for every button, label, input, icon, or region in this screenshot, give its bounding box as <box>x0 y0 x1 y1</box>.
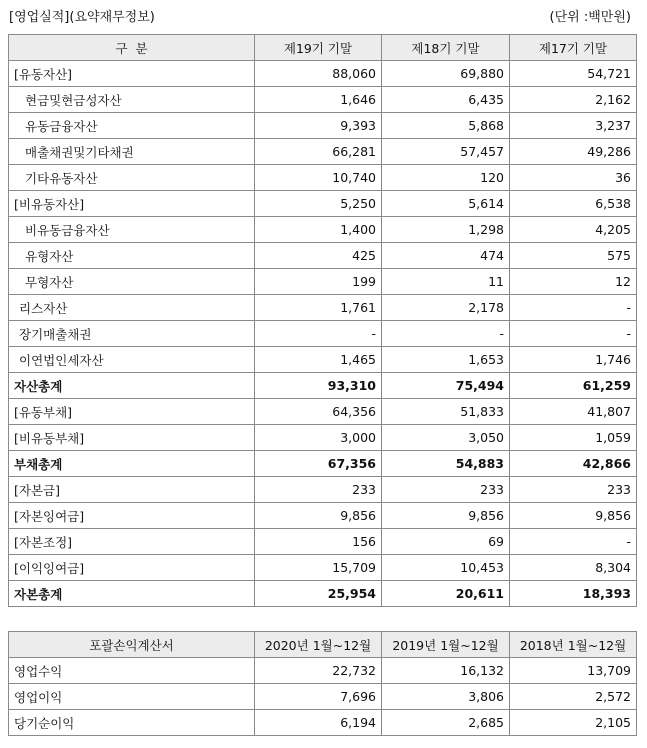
unit-label: (단위 :백만원) <box>549 10 631 25</box>
cell-value: 156 <box>255 529 382 555</box>
row-label: [비유동부채] <box>9 425 255 451</box>
table-row <box>9 87 637 113</box>
spacer-row <box>9 607 637 632</box>
row-label: 비유동금융자산 <box>9 217 255 243</box>
row-label: 현금및현금성자산 <box>9 87 255 113</box>
row-label: [자본잉여금] <box>9 503 255 529</box>
row-label: [이익잉여금] <box>9 555 255 581</box>
row-label: 자본총계 <box>9 581 255 607</box>
cell-value: 233 <box>255 477 382 503</box>
col-header-period-17: 제17기 기말 <box>510 35 637 61</box>
cell-value: 474 <box>382 243 510 269</box>
cell-value: 2,572 <box>510 684 637 710</box>
col-header-2018: 2018년 1월~12월 <box>510 632 637 658</box>
table-row <box>9 347 637 373</box>
table-row <box>9 710 637 736</box>
cell-value: 41,807 <box>510 399 637 425</box>
table-row <box>9 61 637 87</box>
cell-value: 11 <box>382 269 510 295</box>
row-label: 부채총계 <box>9 451 255 477</box>
cell-value: 93,310 <box>255 373 382 399</box>
cell-value: 6,538 <box>510 191 637 217</box>
spacer-cell <box>9 607 255 632</box>
cell-value: 61,259 <box>510 373 637 399</box>
cell-value: 20,611 <box>382 581 510 607</box>
row-label: [비유동자산] <box>9 191 255 217</box>
col-header-category: 구 분 <box>9 35 255 61</box>
table-row <box>9 658 637 684</box>
row-label: [자본조정] <box>9 529 255 555</box>
cell-value: 2,162 <box>510 87 637 113</box>
table-row <box>9 477 637 503</box>
cell-value: 2,105 <box>510 710 637 736</box>
cell-value: 54,721 <box>510 61 637 87</box>
cell-value: 1,400 <box>255 217 382 243</box>
report-title: [영업실적](요약재무정보) <box>9 10 155 25</box>
cell-value: 3,806 <box>382 684 510 710</box>
cell-value: - <box>382 321 510 347</box>
table-row <box>9 165 637 191</box>
cell-value: 1,059 <box>510 425 637 451</box>
table-row <box>9 529 637 555</box>
table-row <box>9 684 637 710</box>
cell-value: 51,833 <box>382 399 510 425</box>
cell-value: 25,954 <box>255 581 382 607</box>
cell-value: 1,746 <box>510 347 637 373</box>
row-label: 장기매출채권 <box>9 321 255 347</box>
table-row <box>9 191 637 217</box>
row-label: 영업수익 <box>9 658 255 684</box>
row-label: 매출채권및기타채권 <box>9 139 255 165</box>
cell-value: 425 <box>255 243 382 269</box>
cell-value: 15,709 <box>255 555 382 581</box>
cell-value: 5,868 <box>382 113 510 139</box>
cell-value: 3,050 <box>382 425 510 451</box>
cell-value: 233 <box>382 477 510 503</box>
col-header-2020: 2020년 1월~12월 <box>255 632 382 658</box>
row-label: 무형자산 <box>9 269 255 295</box>
row-label: 유동금융자산 <box>9 113 255 139</box>
row-label: [유동부채] <box>9 399 255 425</box>
table-row <box>9 269 637 295</box>
col-header-income-statement: 포괄손익계산서 <box>9 632 255 658</box>
cell-value: 5,250 <box>255 191 382 217</box>
cell-value: 199 <box>255 269 382 295</box>
cell-value: 5,614 <box>382 191 510 217</box>
cell-value: 88,060 <box>255 61 382 87</box>
cell-value: - <box>510 321 637 347</box>
row-label: 리스자산 <box>9 295 255 321</box>
table-row <box>9 425 637 451</box>
cell-value: 69,880 <box>382 61 510 87</box>
row-label: 영업이익 <box>9 684 255 710</box>
cell-value: 6,194 <box>255 710 382 736</box>
table-row <box>9 503 637 529</box>
cell-value: 13,709 <box>510 658 637 684</box>
cell-value: 42,866 <box>510 451 637 477</box>
cell-value: 18,393 <box>510 581 637 607</box>
cell-value: 16,132 <box>382 658 510 684</box>
table-row <box>9 243 637 269</box>
cell-value: 54,883 <box>382 451 510 477</box>
table-row <box>9 295 637 321</box>
cell-value: 9,856 <box>510 503 637 529</box>
cell-value: 1,653 <box>382 347 510 373</box>
row-label: [유동자산] <box>9 61 255 87</box>
cell-value: 7,696 <box>255 684 382 710</box>
cell-value: - <box>510 295 637 321</box>
cell-value: 233 <box>510 477 637 503</box>
financial-summary-table <box>8 34 637 736</box>
row-label: 이연법인세자산 <box>9 347 255 373</box>
table-row <box>9 139 637 165</box>
table-row <box>9 113 637 139</box>
row-label: 자산총계 <box>9 373 255 399</box>
cell-value: 64,356 <box>255 399 382 425</box>
row-label: 유형자산 <box>9 243 255 269</box>
cell-value: 6,435 <box>382 87 510 113</box>
cell-value: - <box>510 529 637 555</box>
cell-value: 12 <box>510 269 637 295</box>
row-label: 당기순이익 <box>9 710 255 736</box>
balance-header-row <box>9 35 637 61</box>
cell-value: 9,856 <box>382 503 510 529</box>
cell-value: 69 <box>382 529 510 555</box>
cell-value: 575 <box>510 243 637 269</box>
cell-value: 3,000 <box>255 425 382 451</box>
cell-value: 66,281 <box>255 139 382 165</box>
cell-value: 10,740 <box>255 165 382 191</box>
cell-value: 22,732 <box>255 658 382 684</box>
cell-value: 1,298 <box>382 217 510 243</box>
row-label: 기타유동자산 <box>9 165 255 191</box>
table-row <box>9 217 637 243</box>
cell-value: 1,761 <box>255 295 382 321</box>
cell-value: 9,393 <box>255 113 382 139</box>
table-row <box>9 321 637 347</box>
cell-value: 2,178 <box>382 295 510 321</box>
cell-value: 1,465 <box>255 347 382 373</box>
total-row <box>9 451 637 477</box>
cell-value: 10,453 <box>382 555 510 581</box>
cell-value: 9,856 <box>255 503 382 529</box>
cell-value: 36 <box>510 165 637 191</box>
spacer-cell <box>255 607 382 632</box>
cell-value: 75,494 <box>382 373 510 399</box>
cell-value: 4,205 <box>510 217 637 243</box>
total-row <box>9 581 637 607</box>
total-row <box>9 373 637 399</box>
cell-value: 8,304 <box>510 555 637 581</box>
row-label: [자본금] <box>9 477 255 503</box>
cell-value: 120 <box>382 165 510 191</box>
col-header-period-18: 제18기 기말 <box>382 35 510 61</box>
table-row <box>9 399 637 425</box>
income-header-row <box>9 632 637 658</box>
col-header-2019: 2019년 1월~12월 <box>382 632 510 658</box>
spacer-cell <box>510 607 637 632</box>
spacer-cell <box>382 607 510 632</box>
cell-value: 67,356 <box>255 451 382 477</box>
cell-value: - <box>255 321 382 347</box>
col-header-period-19: 제19기 기말 <box>255 35 382 61</box>
cell-value: 3,237 <box>510 113 637 139</box>
cell-value: 57,457 <box>382 139 510 165</box>
table-row <box>9 555 637 581</box>
cell-value: 49,286 <box>510 139 637 165</box>
caption-bar <box>0 0 647 34</box>
cell-value: 2,685 <box>382 710 510 736</box>
cell-value: 1,646 <box>255 87 382 113</box>
